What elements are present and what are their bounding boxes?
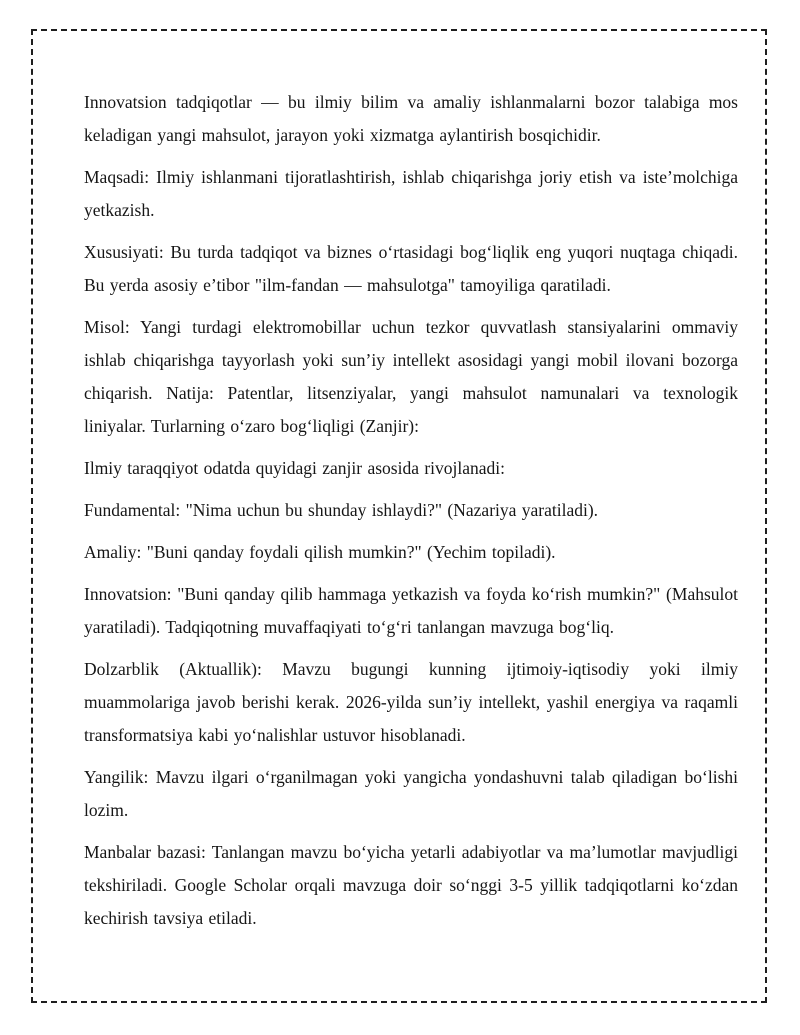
paragraph-maqsadi: Maqsadi: Ilmiy ishlanmani tijoratlashtirish, ishlab chiqarishga joriy etish va iste’molchiga yetkazish. — [84, 167, 738, 220]
paragraph-intro: Innovatsion tadqiqotlar — bu ilmiy bilim va amaliy ishlanmalarni bozor talabiga mos keladigan yangi mahsulot, jarayon yoki xizmatga aylantirish bosqichidir. — [84, 92, 738, 145]
paragraph-fundamental: Fundamental: "Nima uchun bu shunday ishlaydi?" (Nazariya yaratiladi). — [84, 500, 599, 520]
paragraph-innovatsion: Innovatsion: "Buni qanday qilib hammaga yetkazish va foyda ko‘rish mumkin?" (Mahsulot yaratiladi). Tadqiqotning muvaffaqiyati to‘g‘ri tanlangan mavzuga bog‘liq. — [84, 584, 738, 637]
paragraph-amaliy: Amaliy: "Buni qanday foydali qilish mumkin?" (Yechim topiladi). — [84, 542, 556, 562]
page-content — [84, 86, 738, 944]
paragraph-dolzarblik: Dolzarblik (Aktuallik): Mavzu bugungi kunning ijtimoiy-iqtisodiy yoki ilmiy muammolariga javob berishi kerak. 2026-yilda sun’iy intellekt, yashil energiya va raqamli transformatsiya kabi yo‘nalishlar ustuvor hisoblanadi. — [84, 659, 738, 745]
paragraph-yangilik: Yangilik: Mavzu ilgari o‘rganilmagan yoki yangicha yondashuvni talab qiladigan bo‘lishi lozim. — [84, 767, 738, 820]
paragraph-ilmiy-taraqqiyot: Ilmiy taraqqiyot odatda quyidagi zanjir asosida rivojlanadi: — [84, 458, 506, 478]
paragraph-xususiyati: Xususiyati: Bu turda tadqiqot va biznes o‘rtasidagi bog‘liqlik eng yuqori nuqtaga chiqadi. Bu yerda asosiy e’tibor "ilm-fandan — mahsulotga" tamoyiliga qaratiladi. — [84, 242, 738, 295]
paragraph-misol: Misol: Yangi turdagi elektromobillar uchun tezkor quvvatlash stansiyalarini ommaviy ishlab chiqarishga tayyorlash yoki sun’iy intellekt asosidagi yangi mobil ilovani bozorga chiqarish. Natija: Patentlar, litsenziyalar, yangi mahsulot namunalari va texnologik liniyalar. Turlarning o‘zaro bog‘liqligi (Zanjir): — [84, 317, 738, 436]
paragraph-manbalar: Manbalar bazasi: Tanlangan mavzu bo‘yicha yetarli adabiyotlar va ma’lumotlar mavjudligi tekshiriladi. Google Scholar orqali mavzuga doir so‘nggi 3-5 yillik tadqiqotlarni ko‘zdan kechirish tavsiya etiladi. — [84, 842, 738, 928]
